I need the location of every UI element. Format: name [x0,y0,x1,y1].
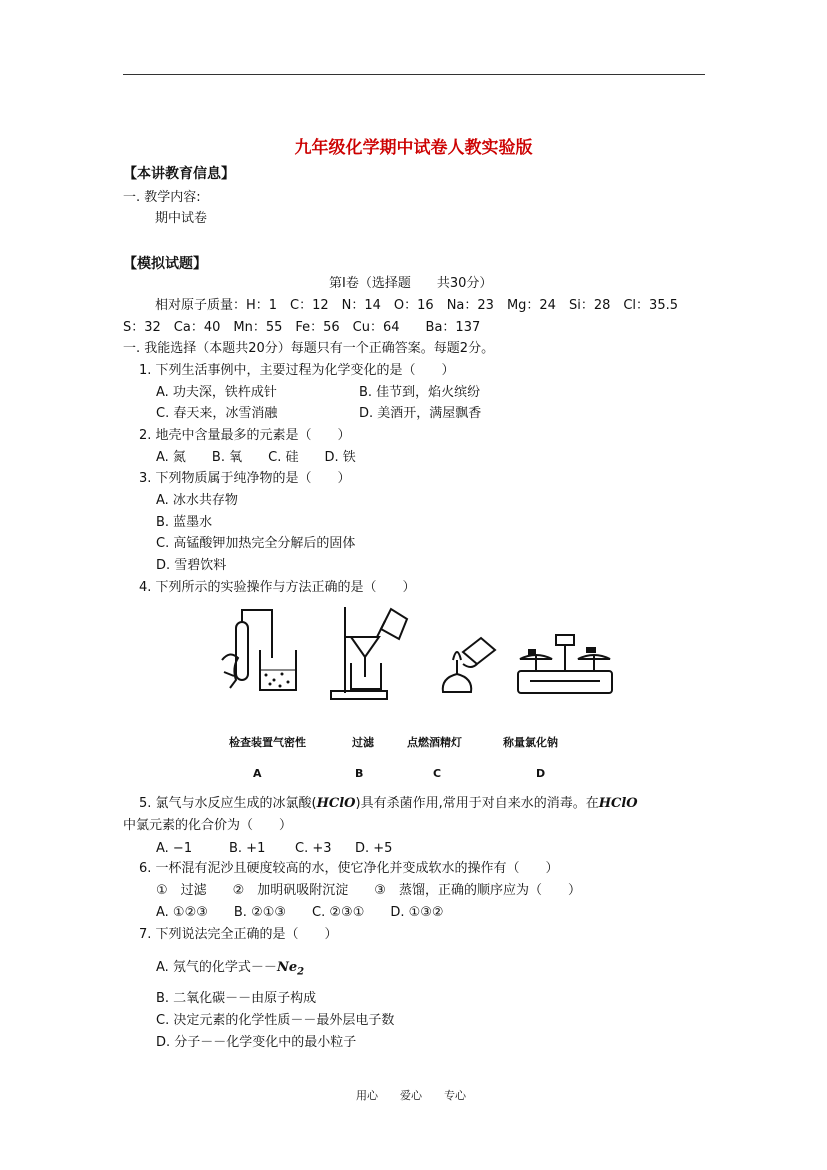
q5-option-d: D. +5 [355,841,393,856]
q2-stem: 2. 地壳中含量最多的元素是（ ） [139,428,351,443]
q5-stem-part-a: 5. 氯气与水反应生成的冰氯酸( [139,796,317,811]
q5-stem-line1 [139,796,638,812]
q4-stem: 4. 下列所示的实验操作与方法正确的是（ ） [139,580,416,595]
q6-stem: 6. 一杯混有泥沙且硬度较高的水，使它净化并变成软水的操作有（ ） [139,861,559,876]
content-value: 期中试卷 [155,211,208,226]
part1-instructions: 一. 我能选择（本题共20分）每题只有一个正确答案。每题2分。 [123,341,495,356]
neon-formula: Ne [276,960,298,975]
q1-option-c: C. 春天来，冰雪消融 [156,406,278,421]
page-footer: 用心 爱心 专心 [356,1089,466,1102]
volume-label: 第I卷（选择题 共30分） [329,276,493,291]
q3-option-a: A. 冰水共存物 [156,493,238,508]
q6-steps: ① 过滤 ② 加明矾吸附沉淀 ③ 蒸馏，正确的顺序应为（ ） [156,883,581,898]
q5-option-b: B. +1 [229,841,266,856]
q7-option-d: D. 分子－－化学变化中的最小粒子 [156,1035,357,1050]
q4-caption-d: 称量氯化钠 [503,736,558,749]
content-label: 一. 教学内容: [123,190,201,205]
sim-heading: 【模拟试题】 [123,256,207,272]
neon-formula-subscript: 2 [297,966,305,978]
q7-option-b: B. 二氧化碳－－由原子构成 [156,991,317,1006]
hclo-formula: HClO [316,796,356,811]
q3-option-c: C. 高锰酸钾加热完全分解后的固体 [156,536,356,551]
atomic-masses-line2: S：32 Ca：40 Mn：55 Fe：56 Cu：64 Ba：137 [123,320,481,335]
q5-stem-line2: 中氯元素的化合价为（ ） [123,818,293,833]
q7-option-c: C. 决定元素的化学性质－－最外层电子数 [156,1013,395,1028]
airtightness-check-figure [210,600,310,700]
q3-option-d: D. 雪碧饮料 [156,558,227,573]
q7-option-a [156,960,304,981]
header-rule [123,74,705,75]
q7-stem: 7. 下列说法完全正确的是（ ） [139,927,338,942]
q4-letter-d: D [536,767,546,780]
q7-option-a-text: A. 氖气的化学式－－ [156,960,277,975]
filtration-figure [325,603,420,703]
q1-option-d: D. 美酒开，满屋飘香 [359,406,482,421]
hclo-formula-2: HClO [598,796,638,811]
q3-option-b: B. 蓝墨水 [156,515,213,530]
q1-option-a: A. 功夫深，铁杵成针 [156,385,277,400]
q6-options: A. ①②③ B. ②①③ C. ②③① D. ①③② [156,905,444,920]
q1-option-b: B. 佳节到，焰火缤纷 [359,385,481,400]
q4-caption-a: 检查装置气密性 [229,736,306,749]
q4-letter-b: B [355,767,364,780]
q2-options: A. 氮 B. 氧 C. 硅 D. 铁 [156,450,356,465]
q4-letter-a: A [253,767,262,780]
q5-option-c: C. +3 [295,841,332,856]
q4-letter-c: C [433,767,442,780]
q4-caption-b: 过滤 [352,736,374,749]
q1-stem: 1. 下列生活事例中，主要过程为化学变化的是（ ） [139,363,455,378]
q5-option-a: A. −1 [156,841,193,856]
page-title: 九年级化学期中试卷人教实验版 [294,138,533,158]
q4-caption-c: 点燃酒精灯 [407,736,462,749]
info-heading: 【本讲教育信息】 [123,166,235,182]
weighing-scale-figure [510,625,620,705]
atomic-masses-line1: 相对原子质量：H：1 C：12 N：14 O：16 Na：23 Mg：24 Si：28 Cl：35.5 [155,298,678,313]
alcohol-lamp-figure [433,630,503,700]
q5-stem-part-b: )具有杀菌作用,常用于对自来水的消毒。在 [355,796,599,811]
q3-stem: 3. 下列物质属于纯净物的是（ ） [139,471,351,486]
